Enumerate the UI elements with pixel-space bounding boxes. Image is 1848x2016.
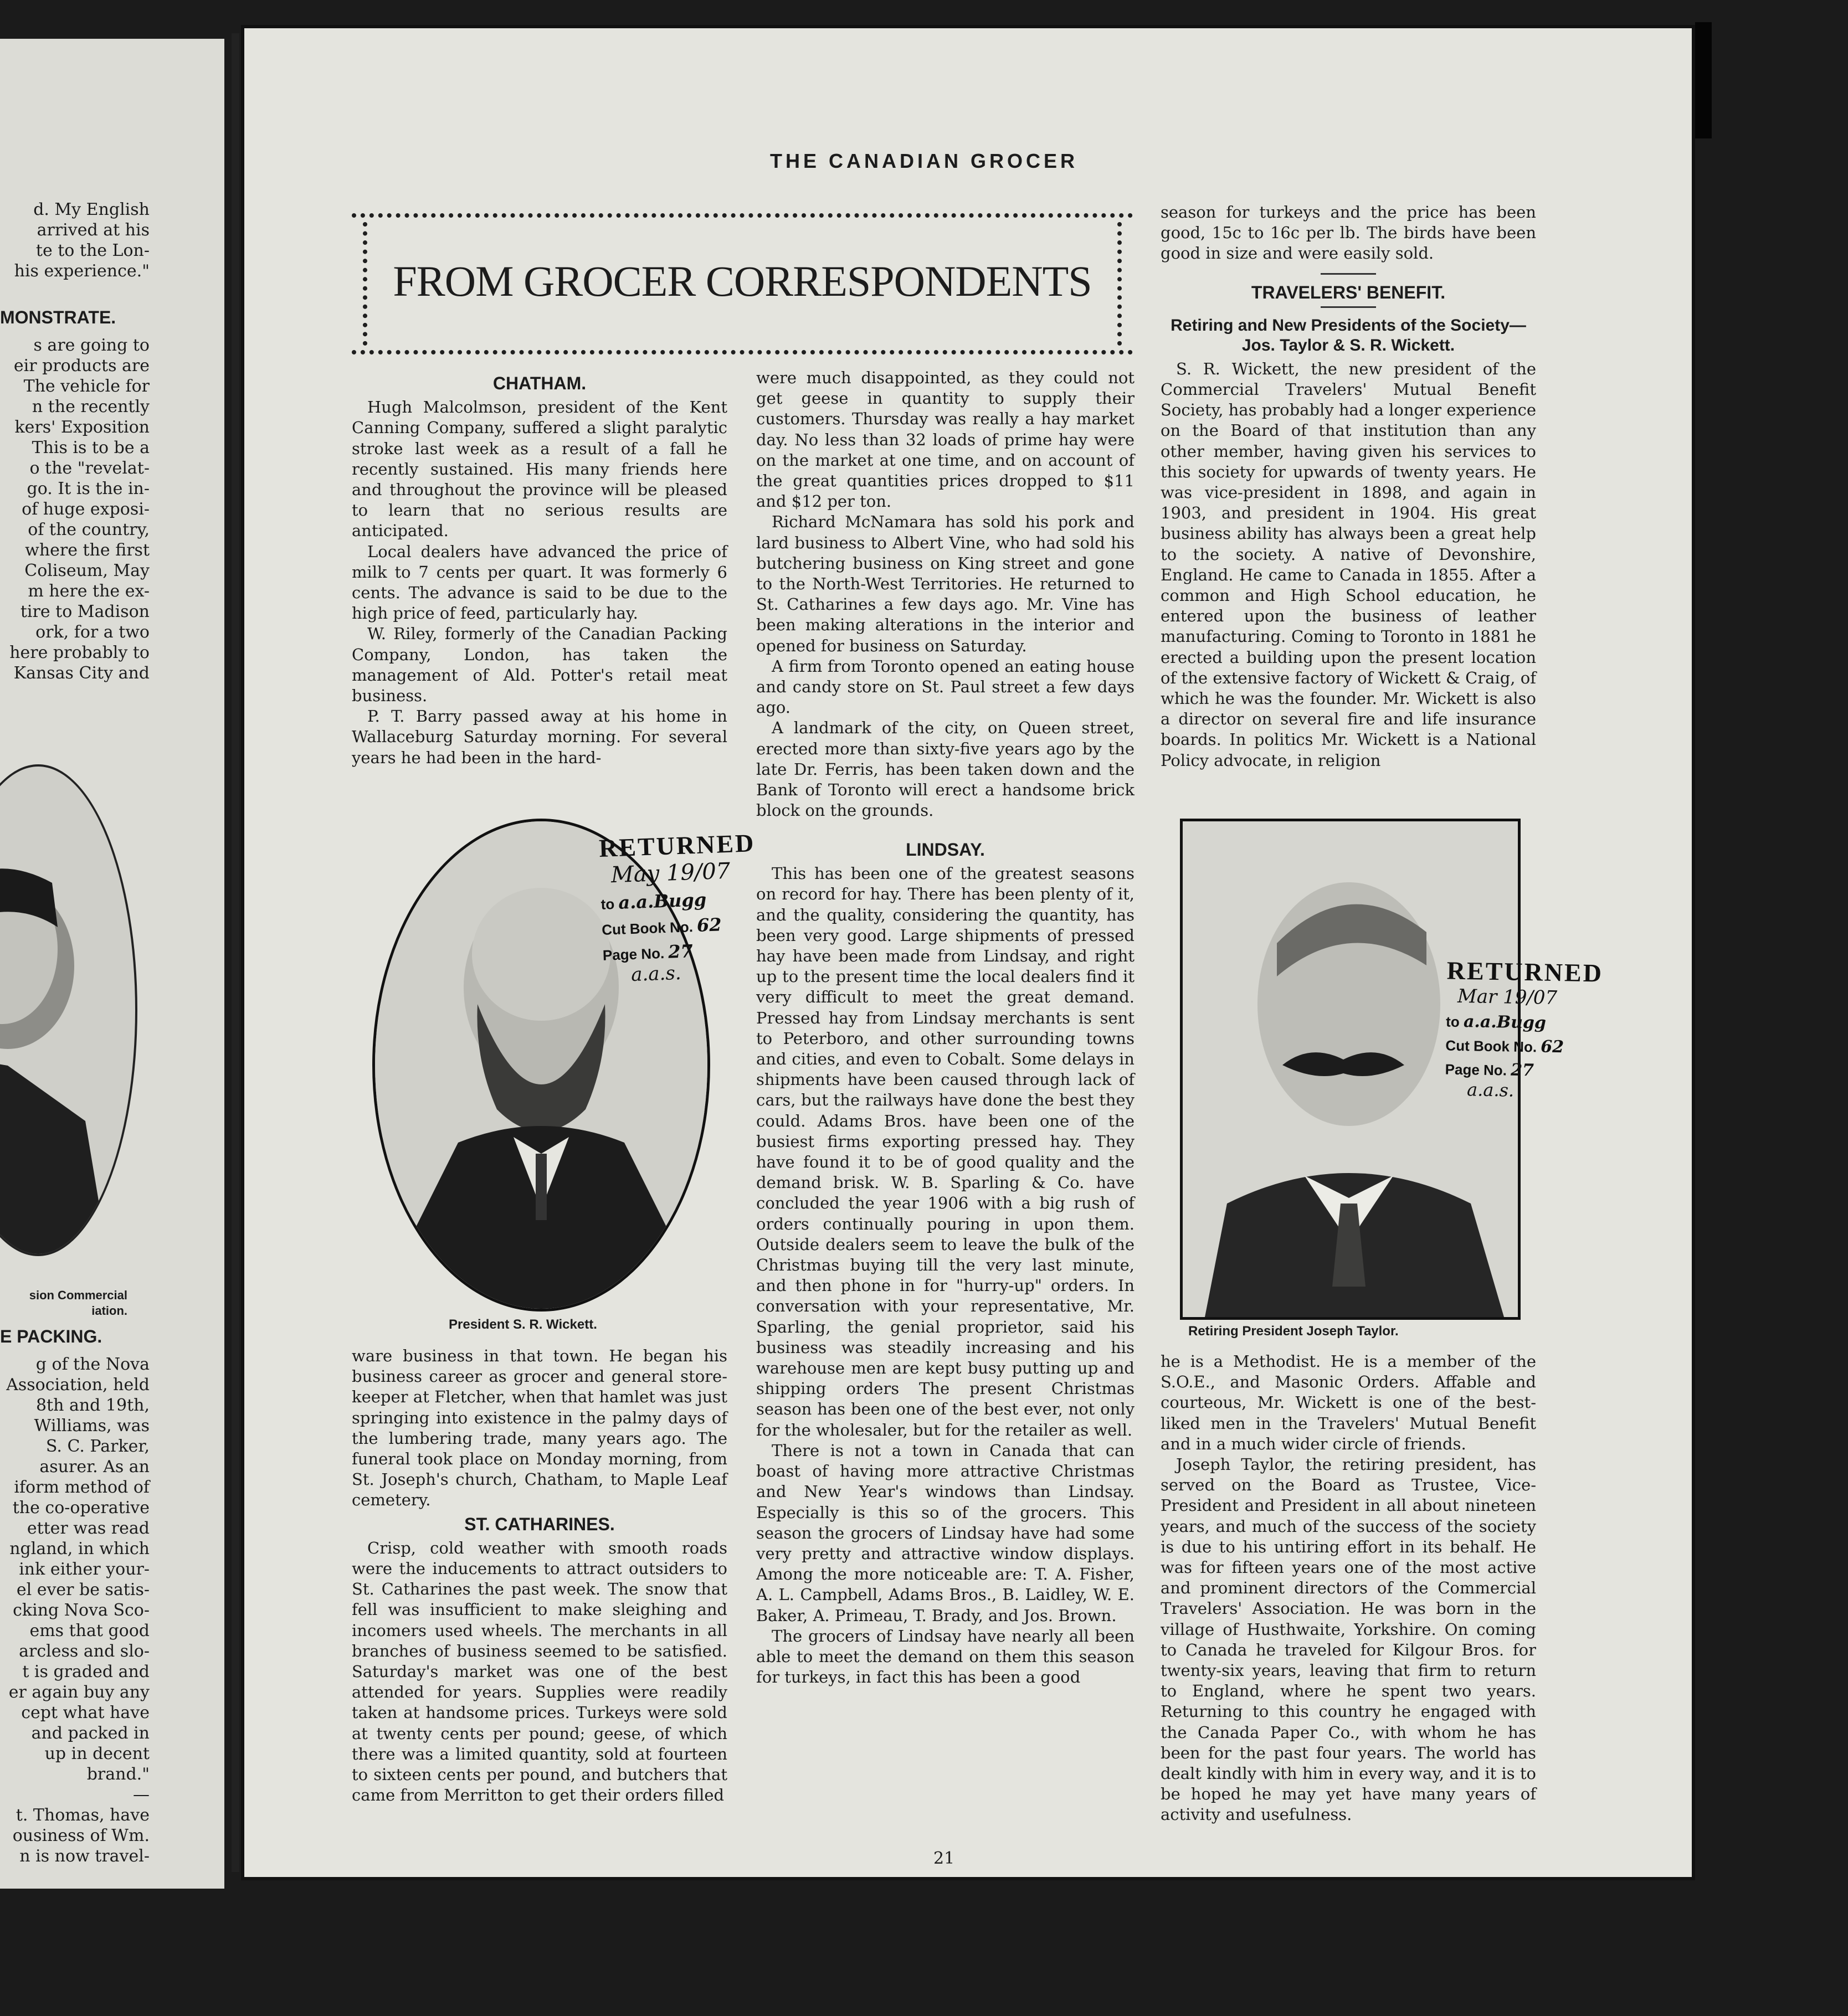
paragraph: season for turkeys and the price has been good, 15c to 16c per lb. The birds have been good in size and were easily sold.: [1161, 203, 1536, 263]
facing-line: etter was read: [27, 1519, 150, 1538]
facing-line: t is graded and: [22, 1662, 150, 1681]
facing-line: where the first: [25, 541, 150, 560]
facing-line: go. It is the in-: [27, 479, 150, 498]
column-3-top: [1161, 202, 1536, 771]
section-title-lindsay: LINDSAY.: [906, 840, 985, 860]
stamp-page-label: Page No.: [602, 945, 665, 964]
facing-line: ork, for a two: [35, 623, 150, 642]
facing-line: here probably to: [9, 643, 150, 662]
stamp-cut-label: Cut Book No.: [1445, 1037, 1537, 1056]
subheading: Retiring and New Presidents of the Society—Jos. Taylor & S. R. Wickett.: [1171, 316, 1526, 354]
paragraph: ware business in that town. He began his business career as grocer and general store-keeper at Fletcher, when that hamlet was just springing into existence in the palmy days of the lumbering trade, many years ago. The funeral took place on Monday morning, from St. Joseph's church, Chatham, to Maple Leaf cemetery.: [352, 1346, 727, 1510]
stamp-to-value: a.a.Bugg: [1463, 1012, 1547, 1033]
facing-line: er again buy any: [8, 1683, 150, 1702]
stamp-title: RETURNED: [1446, 956, 1604, 988]
section-title-st-catharines: ST. CATHARINES.: [464, 1514, 615, 1534]
paragraph: P. T. Barry passed away at his home in Wallaceburg Saturday morning. For several years he had been in the hard-: [352, 707, 727, 767]
column-1-bottom: [352, 1346, 727, 1806]
paragraph: Joseph Taylor, the retiring president, has served on the Board as Trustee, Vice-President and President in all about nineteen years, and much of the success of the society is due to his untiring effort in its behalf. He was for fifteen years one of the most active and prominent directors of the Commercial Travelers' Association. He was born in the village of Husthwaite, Yorkshire. On coming to Canada he traveled for Kilgour Bros. for twenty-six years, leaving that firm to return to England, where he spent two years. Returning to this country he engaged with the Canada Paper Co., with whom he has been for the past four years. The world has dealt kindly with him in every way, and it is to be hoped he may yet have many years of activity and usefulness.: [1161, 1455, 1536, 1824]
paragraph: were much disappointed, as they could not get geese in quantity to supply their customers. Thursday was really a hay market day. No less than 32 loads of prime hay were on the market at one time, and on account of the great quantities prices dropped to $11 and $12 per ton.: [756, 368, 1135, 511]
stamp-cut-label: Cut Book No.: [601, 918, 694, 938]
divider: [1321, 306, 1376, 308]
facing-line: d. My English: [33, 200, 150, 219]
stamp-cut-line: [1445, 1036, 1602, 1058]
column-2-bottom: [756, 836, 1135, 1688]
facing-line: o the "revelat-: [29, 459, 150, 478]
facing-line: Coliseum, May: [24, 561, 150, 580]
facing-line: g of the Nova: [35, 1355, 150, 1374]
column-1-top: [352, 370, 727, 768]
facing-line: his experience.": [14, 261, 150, 281]
facing-line: eir products are: [13, 356, 150, 376]
stamp-to-line: [1446, 1012, 1603, 1034]
facing-page: [0, 39, 224, 1889]
stamp-cut-line: [602, 913, 758, 939]
column-2-top: [756, 368, 1135, 821]
caption-taylor: Retiring President Joseph Taylor.: [1188, 1324, 1399, 1339]
facing-line: tire to Madison: [20, 602, 150, 621]
facing-line: iform method of: [14, 1478, 150, 1497]
stamp-signature: a.a.s.: [630, 961, 682, 986]
facing-heading: MONSTRATE.: [0, 307, 116, 327]
facing-line: Williams, was: [34, 1416, 150, 1436]
facing-heading: E PACKING.: [0, 1326, 102, 1346]
facing-page-text-bottom: [0, 1354, 150, 1866]
paragraph: A firm from Toronto opened an eating house and candy store on St. Paul street a few days ago.: [756, 656, 1135, 717]
stamp-title: RETURNED: [598, 829, 756, 862]
facing-line: The vehicle for: [23, 377, 150, 396]
banner-title: FROM GROCER CORRESPONDENTS: [393, 257, 1092, 305]
facing-page-text-mid: [0, 335, 150, 683]
paragraph: he is a Methodist. He is a member of the S.O.E., and Masonic Orders. Affable and courteous, Mr. Wickett is one of the best-liked men in the Travelers' Mutual Benefit and in a much wider circle of friends.: [1161, 1352, 1536, 1453]
facing-line: brand.": [86, 1765, 150, 1784]
stamp-page-line: [1445, 1060, 1601, 1082]
stamp-date: Mar 19/07: [1457, 985, 1558, 1010]
facing-line: S. C. Parker,: [45, 1437, 150, 1456]
paragraph: The grocers of Lindsay have nearly all been able to meet the demand on them this season for turkeys, in fact this has been a good: [756, 1626, 1135, 1687]
caption-wickett: President S. R. Wickett.: [449, 1317, 597, 1332]
facing-line: This is to be a: [32, 438, 150, 457]
facing-line: ink either your-: [19, 1560, 150, 1579]
facing-line: arrived at his: [37, 220, 150, 240]
stamp-page-value: 27: [668, 940, 694, 963]
banner-border-right: [1117, 222, 1122, 346]
returned-stamp-2: [1445, 956, 1604, 1103]
page-edge-shadow: [1695, 22, 1712, 138]
paragraph: W. Riley, formerly of the Canadian Packing Company, London, has taken the management of Ald. Potter's retail meat business.: [352, 624, 727, 706]
book-spine: [232, 33, 239, 1872]
facing-line: asurer. As an: [39, 1457, 150, 1477]
stamp-cut-value: 62: [696, 914, 722, 936]
paragraph: This has been one of the greatest seasons on record for hay. There has been plenty of it, and the quality, considering the quantity, has been very good. Large shipments of pressed hay have been made from Lindsay, and right up to the present time the local dealers find it very difficult to meet the great demand. Pressed hay from Lindsay merchants is sent to Peterboro, and other surrounding towns and cities, and even to Cobalt. Some delays in shipments have been caused through lack of cars, but the railways have done the best they could. Adams Bros. have been one of the busiest firms exporting pressed hay. They have found it to be of good quality and the demand brisk. W. B. Sparling & Co. have concluded the year 1906 with a big rush of orders continually pouring in upon them. Outside dealers seem to leave the bulk of the Christmas buying till the very last minute, and then phone in for "hurry-up" orders. In conversation with your representative, Mr. Sparling, the genial proprietor, said his business was steadily increasing and his warehouse men are kept busy putting up and shipping orders The present Christmas season has been one of the best ever, not only for the wholesaler, but for the retailer as well.: [756, 864, 1135, 1439]
facing-line: Kansas City and: [13, 664, 150, 683]
facing-line: n the recently: [32, 397, 150, 416]
facing-line: 8th and 19th,: [35, 1396, 150, 1415]
facing-line: arcless and slo-: [19, 1642, 150, 1661]
section-banner: [352, 213, 1133, 354]
facing-page-text-top: [0, 199, 150, 281]
stamp-cut-value: 62: [1541, 1037, 1564, 1057]
facing-line: —: [133, 1785, 150, 1804]
paragraph: There is not a town in Canada that can boast of having more attractive Christmas and New Year's windows than Lindsay. Especially is this so of the grocers. This season the grocers of Lindsay have had some very pretty and attractive window displays. Among the more noticeable are: T. A. Fisher, A. L. Campbell, Adams Bros., B. Laidley, W. E. Baker, A. Primeau, T. Brady, and Jos. Brown.: [756, 1441, 1135, 1625]
paragraph: Local dealers have advanced the price of milk to 7 cents per quart. It was formerly 6 cents. The advance is said to be due to the high price of feed, particularly hay.: [352, 542, 727, 623]
paragraph: Richard McNamara has sold his pork and lard business to Albert Vine, who had sold his butchering business on King street and gone to the North-West Territories. He returned to St. Catharines a few days ago. Mr. Vine has been making alterations in the interior and opened for business on Saturday.: [756, 512, 1135, 655]
stamp-date: May 19/07: [610, 858, 731, 888]
stamp-page-label: Page No.: [1445, 1061, 1507, 1079]
facing-line: cept what have: [21, 1703, 150, 1722]
paragraph: S. R. Wickett, the new president of the Commercial Travelers' Mutual Benefit Society, has probably had a longer experience on the Board of that institution than any other member, having given his services to this society for upwards of twenty years. He was vice-president in 1898, and again in 1903, and president in 1904. His great business ability has always been a great help to the society. A native of Devonshire, England. He came to Canada in 1855. After a common and High School education, he entered upon the business of leather manufacturing. Coming to Toronto in 1881 he erected a building upon the present location of the extensive factory of Wickett & Craig, of which he was the founder. Mr. Wickett is also a director on several fire and life insurance boards. In politics Mr. Wickett is a National Policy advocate, in religion: [1161, 359, 1536, 770]
facing-line: ousiness of Wm.: [12, 1826, 150, 1845]
paragraph: A landmark of the city, on Queen street, erected more than sixty-five years ago by the late Dr. Ferris, has been taken down and the Bank of Toronto will erect a handsome brick block on the grounds.: [756, 718, 1135, 820]
facing-line: the co-operative: [12, 1498, 150, 1518]
section-title-chatham: CHATHAM.: [492, 373, 587, 393]
facing-line: cking Nova Sco-: [13, 1601, 150, 1620]
facing-line: ems that good: [29, 1621, 150, 1640]
stamp-to-value: a.a.Bugg: [618, 889, 707, 913]
facing-line: m here the ex-: [28, 582, 150, 601]
facing-portrait: [0, 764, 137, 1256]
facing-line: te to the Lon-: [35, 241, 150, 260]
facing-line: of the country,: [28, 520, 150, 539]
stamp-signature: a.a.s.: [1466, 1079, 1515, 1101]
stamp-to-label: to: [600, 896, 615, 913]
returned-stamp-1: [598, 828, 760, 987]
running-head: THE CANADIAN GROCER: [770, 150, 1079, 172]
section-title-travelers-benefit: TRAVELERS' BENEFIT.: [1251, 282, 1446, 302]
facing-line: el ever be satis-: [16, 1580, 150, 1600]
paragraph: Crisp, cold weather with smooth roads were the inducements to attract outsiders to St. Catharines the past week. The snow that fell was insufficient to make sleighing and incomers used wheels. The merchants in all branches of business seemed to be satisfied. Saturday's market was one of the best attended for years. Supplies were readily taken at handsome prices. Turkeys were sold at twenty cents per pound; geese, of which there was a limited quantity, sold at fourteen to sixteen cents per pound, and butchers that came from Merritton to get their orders filled: [352, 1538, 727, 1805]
facing-line: and packed in: [31, 1724, 150, 1743]
facing-line: ngland, in which: [9, 1539, 150, 1559]
facing-line: Association, held: [6, 1375, 150, 1395]
facing-caption: sion Commercial iation.: [29, 1288, 127, 1318]
column-3-bottom: [1161, 1351, 1536, 1825]
page-number: 21: [933, 1849, 955, 1868]
stamp-to-line: [600, 887, 757, 914]
facing-line: kers' Exposition: [14, 418, 150, 437]
facing-line: t. Thomas, have: [16, 1806, 150, 1825]
facing-line: of huge exposi-: [22, 500, 150, 519]
stamp-to-label: to: [1445, 1013, 1460, 1030]
paragraph: Hugh Malcolmson, president of the Kent Canning Company, suffered a slight paralytic stroke last week as a result of a fall he recently sustained. His many friends here and throughout the province will be pleased to learn that no serious results are anticipated.: [352, 398, 727, 541]
divider: [1321, 273, 1376, 275]
banner-border-left: [363, 222, 367, 346]
stamp-page-value: 27: [1510, 1060, 1534, 1081]
facing-portrait-figure: [0, 767, 135, 1254]
facing-line: s are going to: [33, 336, 150, 355]
facing-line: n is now travel-: [19, 1847, 150, 1866]
facing-line: up in decent: [44, 1744, 150, 1763]
